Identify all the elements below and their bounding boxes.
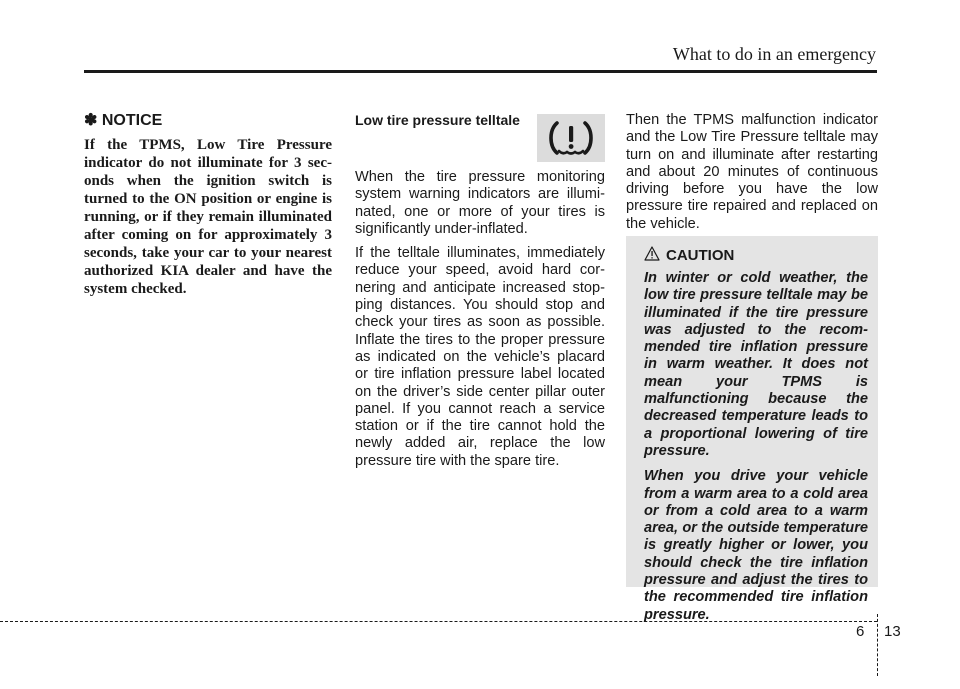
notice-body: If the TPMS, Low Tire Pressure indicator do not illuminate for 3 seconds when the ignition switch is turned to the ON position or engine is running, or if they remain illuminated after coming on for approximately 3 seconds, take your car to your nearest authorized KIA dealer and have the system checked. xyxy=(84,137,332,297)
caution-header xyxy=(644,246,868,266)
caution-paragraph-1: In winter or cold weather, the low tire pressure telltale may be illuminated if the tire pressure was adjusted to the recommended tire inflation pressure in warm weather. It does not mean your TPMS is malfunctioning because the decreased temperature leads to a proportional lowering of tire pressure. xyxy=(644,270,868,459)
telltale-paragraph-1: When the tire pressure monitoring system warning indicators are illuminated, one or more of your tires is significantly under-inflated. xyxy=(355,169,605,237)
section-title: What to do in an emergency xyxy=(672,44,876,64)
malfunction-paragraph: Then the TPMS malfunction indicator and the Low Tire Pressure telltale may turn on and illuminate after restarting and about 20 minutes of continuous driving before you have the low pressure tire repaired and replaced on the vehicle. xyxy=(626,112,878,232)
header-rule xyxy=(84,70,877,73)
chapter-number: 6 xyxy=(856,623,865,640)
telltale-column xyxy=(355,112,605,477)
page-number-divider xyxy=(877,614,878,676)
warning-triangle-icon xyxy=(644,246,660,266)
telltale-paragraph-2: If the telltale illuminates, immediately reduce your speed, avoid hard cornering and anticipate increased stopping distances. You should stop and check your tires as soon as possible. Inflate the tires to the proper pressure as indicated on the vehicle’s placard or tire inflation pressure label located on the driver’s side center pillar outer panel. If you cannot reach a service station or if the tire cannot hold the newly added air, replace the low pressure tire with the spare tire. xyxy=(355,245,605,469)
malfunction-column xyxy=(626,112,878,240)
page-number: 13 xyxy=(884,623,901,640)
telltale-heading: Low tire pressure telltale xyxy=(355,112,520,128)
notice-heading: ✽ NOTICE xyxy=(84,112,163,129)
caution-title: CAUTION xyxy=(666,247,735,264)
caution-paragraph-2: When you drive your vehicle from a warm area to a cold area or from a cold area to a warm area, or the outside temperature is greatly higher or lower, you should check the tire inflation pressure and adjust the tires to the recommended tire inflation pressure. xyxy=(644,468,868,623)
footer-rule xyxy=(0,621,877,622)
notice-column xyxy=(84,112,332,298)
caution-box xyxy=(626,236,878,623)
tire-pressure-warning-icon xyxy=(537,114,605,162)
